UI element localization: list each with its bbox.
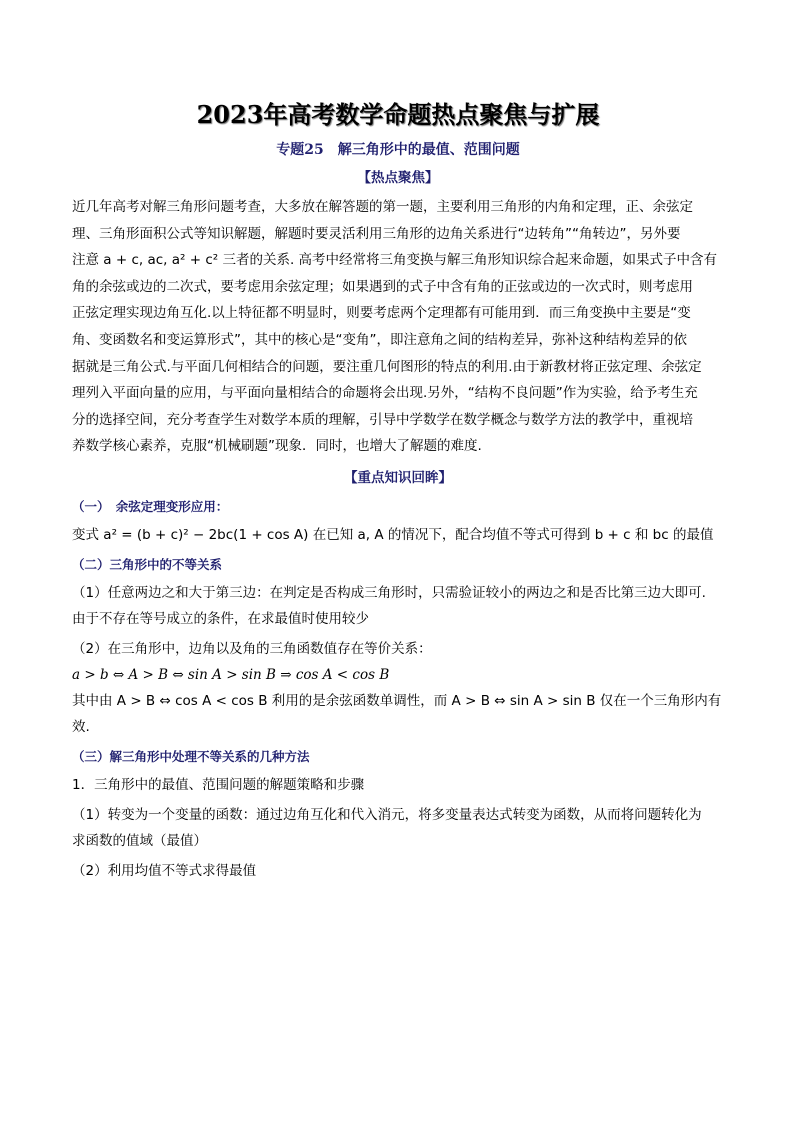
text-line: 由于不存在等号成立的条件，在求最值时使用较少 <box>72 610 369 627</box>
paragraph-line: 近几年高考对解三角形问题考查，大多放在解答题的第一题，主要利用三角形的内角和定理，正、余弦定 <box>72 199 693 215</box>
paragraph-line: 角、变函数名和变运算形式”，其中的核心是“变角”，即注意角之间的结构差异，弥补这种结构差异的依 <box>72 331 687 348</box>
paragraph-line: 理、三角形面积公式等知识解题，解题时要灵活利用三角形的边角关系进行“边转角”“角转边”，另外要 <box>72 225 681 242</box>
paragraph-line: 正弦定理实现边角互化.以上特征都不明显时，则要考虑两个定理都有可能用到．而三角变换中主要是“变 <box>72 305 691 322</box>
text-line: （2）在三角形中，边角以及角的三角函数值存在等价关系： <box>72 640 432 657</box>
subsection-heading-cosine: （一） 余弦定理变形应用： <box>72 498 229 514</box>
text-line: （2）利用均值不等式求得最值 <box>72 862 257 879</box>
topic-subtitle: 专题25 解三角形中的最值、范围问题 <box>276 142 520 158</box>
document-page <box>72 100 724 890</box>
page-title: 2023年高考数学命题热点聚焦与扩展 <box>196 100 600 129</box>
text-line: （1）任意两边之和大于第三边：在判定是否构成三角形时，只需验证较小的两边之和是否比第三边大即可. <box>72 584 706 601</box>
hotspots-paragraph <box>72 194 724 460</box>
subsection-heading-methods: （三）解三角形中处理不等关系的几种方法 <box>72 748 310 764</box>
text-line: 求函数的值域（最值） <box>72 832 207 849</box>
text-line: 效. <box>72 718 90 735</box>
section-heading-knowledge: 【重点知识回眸】 <box>344 469 452 486</box>
paragraph-line: 养数学核心素养，克服“机械刷题”现象．同时，也增大了解题的难度. <box>72 438 482 455</box>
subsection-heading-inequalities: （二）三角形中的不等关系 <box>72 556 223 572</box>
cosine-variant-formula: 变式 a² = (b + c)² − 2bc(1 + cos A) 在已知 a, A 的情况下，配合均值不等式可得到 b + c 和 bc 的最值 <box>72 526 714 543</box>
paragraph-line: 注意 a + c, ac, a² + c² 三者的关系. 高考中经常将三角变换与解三角形知识综合起来命题，如果式子中含有 <box>72 252 718 269</box>
text-line: 其中由 A > B ⇔ cos A < cos B 利用的是余弦函数单调性，而 A > B ⇔ sin A > sin B 仅在一个三角形内有 <box>72 692 722 709</box>
equivalence-formula: a > b ⇔ A > B ⇔ sin A > sin B ⇒ cos A < cos B <box>72 666 390 683</box>
text-line: （1）转变为一个变量的函数：通过边角互化和代入消元，将多变量表达式转变为函数，从而将问题转化为 <box>72 806 702 823</box>
paragraph-line: 分的选择空间，充分考查学生对数学本质的理解，引导中学数学在数学概念与数学方法的教学中，重视培 <box>72 411 693 428</box>
paragraph-line: 角的余弦或边的二次式，要考虑用余弦定理；如果遇到的式子中含有角的正弦或边的一次式时，则考虑用 <box>72 278 693 295</box>
text-line: 1．三角形中的最值、范围问题的解题策略和步骤 <box>72 776 365 793</box>
section-heading-hotspots: 【热点聚焦】 <box>357 170 439 186</box>
paragraph-line: 据就是三角公式.与平面几何相结合的问题，要注重几何图形的特点的利用.由于新教材将正弦定理、余弦定 <box>72 358 702 375</box>
paragraph-line: 理列入平面向量的应用，与平面向量相结合的命题将会出现.另外，“结构不良问题”作为实验，给予考生充 <box>72 385 698 402</box>
